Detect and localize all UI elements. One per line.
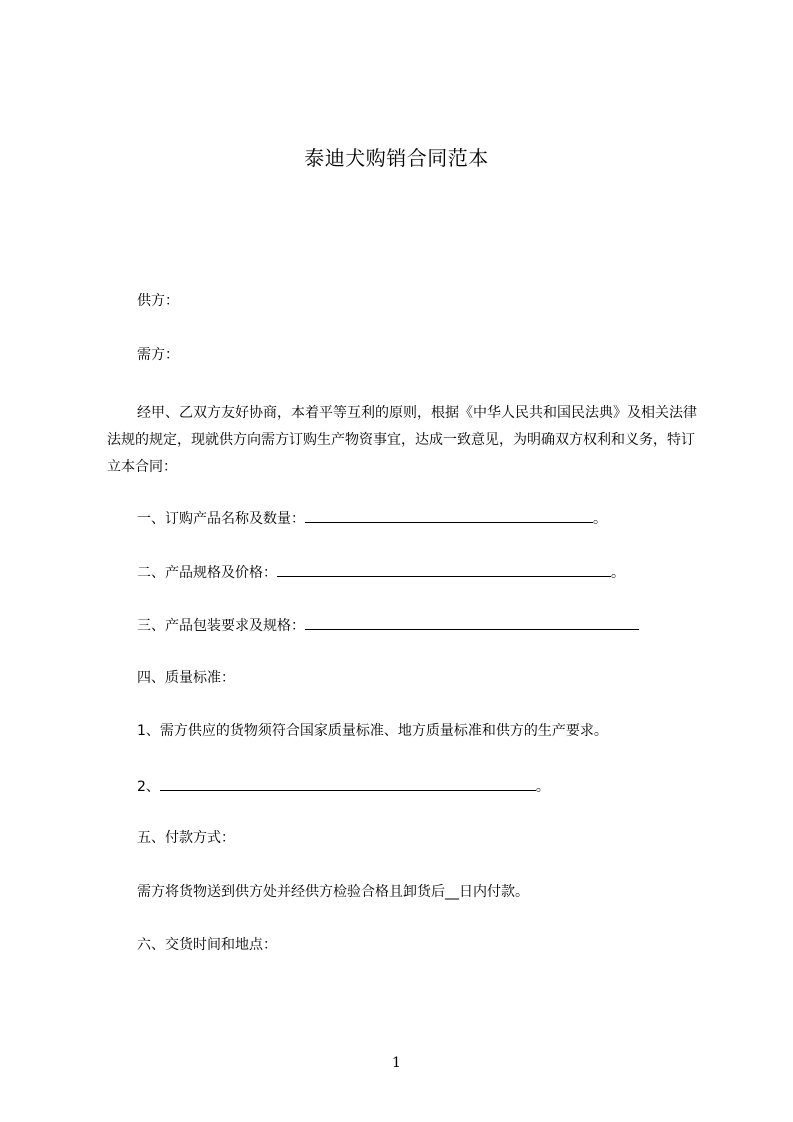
section-1-label: 一、订购产品名称及数量： — [137, 511, 305, 527]
buyer-label: 需方： — [137, 347, 179, 363]
section-1 — [137, 508, 607, 528]
section-3-blank[interactable] — [305, 615, 639, 630]
section-4-item-1: 1、需方供应的货物须符合国家质量标准、地方质量标准和供方的生产要求。 — [137, 723, 608, 739]
section-4: 四、质量标准： — [137, 670, 235, 686]
section-3 — [137, 615, 639, 635]
section-6: 六、交货时间和地点： — [137, 937, 277, 953]
intro-paragraph — [107, 400, 703, 481]
section-2-label: 二、产品规格及价格： — [137, 565, 277, 581]
page-number: 1 — [392, 1055, 401, 1071]
section-5: 五、付款方式： — [137, 830, 235, 846]
section-2-blank[interactable] — [277, 562, 611, 577]
section-3-label: 三、产品包装要求及规格： — [137, 618, 305, 634]
supplier-label: 供方： — [137, 293, 179, 309]
section-4-item-2-blank[interactable] — [160, 776, 536, 791]
section-2 — [137, 562, 625, 582]
intro-paragraph-text: 经甲、乙双方友好协商，本着平等互利的原则，根据《中华人民共和国民法典》及相关法律法规的规定，现就供方向需方订购生产物资事宜，达成一致意见，为明确双方权利和义务，特订立本合同： — [107, 405, 697, 475]
section-1-blank[interactable] — [305, 508, 593, 523]
section-5-text: 需方将货物送到供方处并经供方检验合格且卸货后__日内付款。 — [137, 884, 529, 900]
section-4-item-2 — [137, 776, 550, 796]
document-title: 泰迪犬购销合同范本 — [304, 146, 489, 170]
section-2-end: 。 — [611, 565, 625, 581]
section-1-end: 。 — [593, 511, 607, 527]
section-4-item-2-end: 。 — [535, 779, 550, 795]
section-4-item-2-label: 2、 — [137, 779, 160, 795]
